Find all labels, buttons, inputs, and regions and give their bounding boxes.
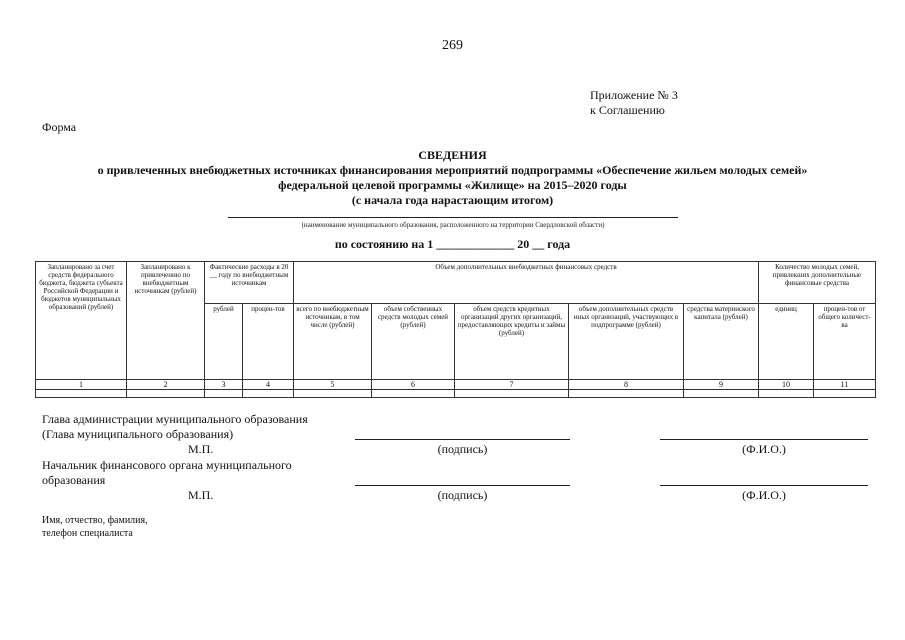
subheader-own-funds: объем собственных средств молодых семей (рублей) xyxy=(372,304,455,380)
appendix-note xyxy=(590,88,678,118)
column-number: 10 xyxy=(759,380,814,390)
finance-name-caption: (Ф.И.О.) xyxy=(742,488,786,502)
column-number: 3 xyxy=(205,380,243,390)
report-table xyxy=(35,261,876,398)
head-name-line xyxy=(660,439,868,440)
empty-data-row xyxy=(36,390,876,398)
column-numbers-row xyxy=(36,380,876,390)
column-number: 8 xyxy=(569,380,684,390)
head-signature-line xyxy=(355,439,570,440)
contact-line-1: Имя, отчество, фамилия, xyxy=(42,515,148,526)
column-number: 11 xyxy=(814,380,876,390)
header-planned-extrabudget: Запланировано к привлечению по внебюджетным источникам (рублей) xyxy=(127,262,205,380)
subheader-other-orgs: объем дополнительных средств иных организаций, участвующих в подпрограмме (рублей) xyxy=(569,304,684,380)
column-number: 1 xyxy=(36,380,127,390)
column-number: 2 xyxy=(127,380,205,390)
municipality-blank-line xyxy=(228,217,678,218)
head-name-caption: (Ф.И.О.) xyxy=(742,442,786,456)
header-actual-expenses: Фактические расходы в 20 __ году по внебюджетным источникам xyxy=(205,262,294,304)
head-title-line-1: Глава администрации муниципального образования xyxy=(42,412,308,426)
subheader-rubles: рублей xyxy=(205,304,243,380)
finance-name-line xyxy=(660,485,868,486)
appendix-line-2: к Соглашению xyxy=(590,103,665,117)
subheader-maternity-capital: средства материнского капитала (рублей) xyxy=(684,304,759,380)
doc-title-line-3: федеральной целевой программы «Жилище» на 2015–2020 годы xyxy=(278,178,627,192)
page-number: 269 xyxy=(442,38,463,53)
doc-title: СВЕДЕНИЯ xyxy=(418,148,487,162)
column-number: 5 xyxy=(294,380,372,390)
municipality-caption: (наименование муниципального образования, расположенного на территории Свердловской области) xyxy=(301,221,605,229)
date-line: по состоянию на 1 _____________ 20 __ года xyxy=(334,237,571,251)
column-number: 7 xyxy=(455,380,569,390)
subheader-percent: процен-тов xyxy=(243,304,294,380)
head-stamp-label: М.П. xyxy=(188,442,214,456)
subheader-units: единиц xyxy=(759,304,814,380)
finance-stamp-label: М.П. xyxy=(188,488,214,502)
header-families-count: Количество молодых семей, привлекших дополнительные финансовые средства xyxy=(759,262,876,304)
form-label: Форма xyxy=(42,120,77,134)
doc-title-line-2: о привлеченных внебюджетных источниках финансирования мероприятий подпрограммы «Обеспечение жильем молодых семей» xyxy=(97,163,808,177)
subheader-total-extrabudget: всего по внебюджетным источникам, в том числе (рублей) xyxy=(294,304,372,380)
head-signature-caption: (подпись) xyxy=(437,442,488,456)
contact-line-2: телефон специалиста xyxy=(42,528,133,539)
finance-signature-caption: (подпись) xyxy=(437,488,488,502)
appendix-line-1: Приложение № 3 xyxy=(590,88,678,102)
doc-title-line-4: (с начала года нарастающим итогом) xyxy=(351,193,554,207)
column-number: 6 xyxy=(372,380,455,390)
finance-title-line-1: Начальник финансового органа муниципального xyxy=(42,458,292,472)
column-number: 4 xyxy=(243,380,294,390)
subheader-credit-funds: объем средств кредитных организаций других организаций, предоставляющих кредиты и займы (рублей) xyxy=(455,304,569,380)
subheader-percent-total: процен-тов от общего количест-ва xyxy=(814,304,876,380)
finance-title-line-2: образования xyxy=(42,473,106,487)
finance-signature-line xyxy=(355,485,570,486)
header-planned-budget: Запланировано за счет средств федерального бюджета, бюджета субъекта Российской Федерации и бюджетов муниципальных образований (рублей) xyxy=(36,262,127,380)
column-number: 9 xyxy=(684,380,759,390)
head-title-line-2: (Глава муниципального образования) xyxy=(42,427,234,441)
header-extra-funds: Объем дополнительных внебюджетных финансовых средств xyxy=(294,262,759,304)
